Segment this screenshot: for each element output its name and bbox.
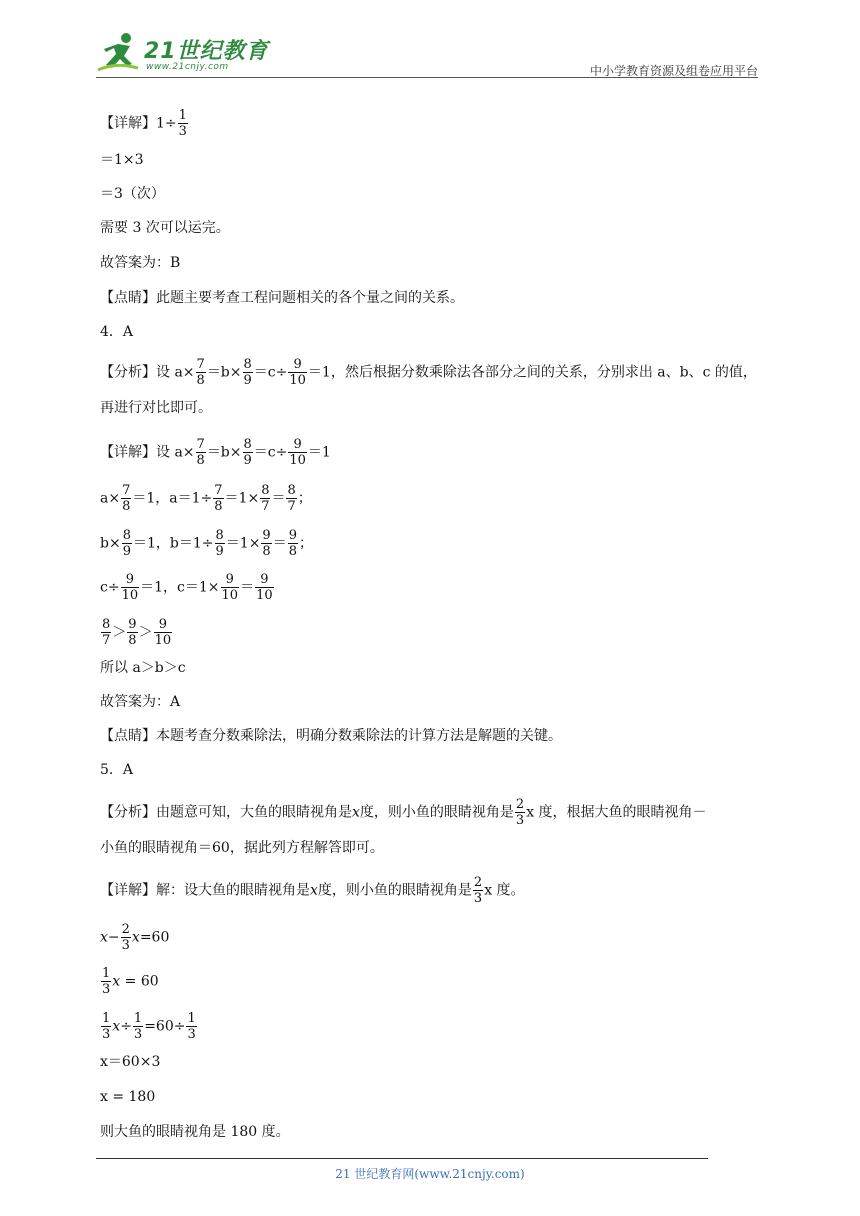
fraction-denominator: 8 bbox=[196, 453, 205, 468]
fraction-denominator: 8 bbox=[128, 633, 137, 648]
fraction-denominator: 3 bbox=[473, 891, 483, 906]
text-segment: ； bbox=[298, 535, 313, 552]
line-equation bbox=[100, 572, 275, 603]
line-comparison bbox=[100, 617, 173, 648]
line-equation: x＝60×3 bbox=[100, 1054, 161, 1070]
fraction bbox=[288, 528, 298, 559]
fraction bbox=[121, 922, 131, 953]
fraction-denominator: 9 bbox=[122, 544, 131, 559]
fraction-numerator: 9 bbox=[262, 528, 271, 543]
fraction bbox=[101, 1011, 111, 1042]
fraction bbox=[286, 483, 296, 514]
text-segment: ＞ bbox=[112, 624, 127, 641]
line-step: ＝1×3 bbox=[100, 152, 144, 168]
fraction-denominator: 8 bbox=[196, 373, 205, 388]
text-segment: x 度。 bbox=[484, 882, 525, 899]
text-segment: b× bbox=[100, 535, 121, 552]
fraction-numerator: 2 bbox=[473, 875, 483, 890]
fraction bbox=[288, 357, 307, 388]
text-segment: ＝c÷ bbox=[253, 444, 288, 461]
text-segment: ＝1，然后根据分数乘除法各部分之间的关系，分别求出 a、b、c 的值， bbox=[307, 364, 757, 381]
fraction-numerator: 1 bbox=[133, 1011, 143, 1026]
fraction bbox=[101, 617, 111, 648]
fraction bbox=[213, 483, 223, 514]
platform-title: 中小学教育资源及组卷应用平台 bbox=[589, 64, 758, 78]
fraction bbox=[196, 357, 206, 388]
fraction-numerator: 9 bbox=[288, 437, 307, 453]
variable-x: x bbox=[112, 1018, 121, 1035]
fraction-denominator: 9 bbox=[243, 453, 252, 468]
fraction-numerator: 1 bbox=[187, 1011, 196, 1026]
fraction-numerator: 7 bbox=[196, 437, 205, 452]
text-segment: ＝1，a＝1÷ bbox=[132, 490, 213, 507]
fraction-numerator: 1 bbox=[102, 1011, 111, 1026]
line-analysis-q5 bbox=[100, 797, 707, 828]
fraction-numerator: 9 bbox=[221, 572, 240, 588]
text-segment: =60 bbox=[139, 929, 170, 946]
fraction-denominator: 3 bbox=[515, 813, 525, 828]
line-detail-q5 bbox=[100, 875, 525, 906]
line-equation bbox=[100, 922, 169, 953]
line-equation bbox=[100, 966, 159, 997]
fraction-numerator: 7 bbox=[214, 483, 223, 498]
fraction-numerator: 9 bbox=[121, 572, 140, 588]
fraction-numerator: 1 bbox=[102, 966, 111, 981]
fraction bbox=[121, 572, 140, 603]
fraction-denominator: 3 bbox=[121, 938, 130, 953]
text-segment: 【详解】设 a× bbox=[100, 444, 195, 461]
fraction bbox=[121, 483, 131, 514]
fraction-denominator: 9 bbox=[243, 373, 252, 388]
fraction-denominator: 10 bbox=[121, 588, 139, 603]
fraction-numerator: 7 bbox=[122, 483, 131, 498]
fraction-numerator: 9 bbox=[288, 357, 307, 373]
fraction-denominator: 8 bbox=[288, 544, 297, 559]
line-equation bbox=[100, 528, 313, 559]
fraction-denominator: 10 bbox=[221, 588, 239, 603]
fraction bbox=[186, 1011, 196, 1042]
logo-url: www.21cnjy.com bbox=[146, 62, 229, 72]
text-segment: ； bbox=[297, 490, 312, 507]
variable-x: x bbox=[352, 804, 360, 821]
line-conclusion: 则大鱼的眼睛视角是 180 度。 bbox=[100, 1124, 290, 1140]
text-segment: ＝b× bbox=[206, 444, 242, 461]
fraction-numerator: 8 bbox=[243, 357, 252, 372]
fraction bbox=[101, 966, 111, 997]
text-segment: a× bbox=[100, 490, 121, 507]
text-segment: ＝1× bbox=[225, 535, 261, 552]
text-segment: x 度，根据大鱼的眼睛视角－ bbox=[526, 804, 707, 821]
line-detail-q4 bbox=[100, 437, 331, 468]
fraction-denominator: 9 bbox=[215, 544, 224, 559]
text-segment: 【详解】解：设大鱼的眼睛视角是 bbox=[100, 882, 310, 899]
fraction-denominator: 8 bbox=[122, 499, 131, 514]
text-segment: ＝c÷ bbox=[253, 364, 288, 381]
fraction-numerator: 8 bbox=[102, 617, 111, 632]
fraction bbox=[288, 437, 307, 468]
line-text: 再进行对比即可。 bbox=[100, 400, 212, 416]
fraction bbox=[196, 437, 206, 468]
variable-x: x bbox=[310, 882, 318, 899]
fraction-numerator: 1 bbox=[178, 108, 187, 123]
fraction bbox=[243, 437, 253, 468]
line-text: 所以 a＞b＞c bbox=[100, 660, 186, 676]
text-segment: 度，则小鱼的眼睛视角是 bbox=[317, 882, 472, 899]
site-logo[interactable] bbox=[96, 30, 276, 76]
variable-x: x bbox=[131, 929, 140, 946]
variable-x: x bbox=[112, 973, 121, 990]
fraction-numerator: 8 bbox=[287, 483, 296, 498]
text-segment: 【分析】由题意可知，大鱼的眼睛视角是 bbox=[100, 804, 352, 821]
fraction bbox=[127, 617, 137, 648]
fraction bbox=[261, 528, 271, 559]
fraction bbox=[255, 572, 274, 603]
line-note: 【点睛】本题考查分数乘除法，明确分数乘除法的计算方法是解题的关键。 bbox=[100, 728, 562, 744]
line-equation bbox=[100, 483, 312, 514]
line-answer: 故答案为：A bbox=[100, 694, 181, 710]
text-segment: ＝ bbox=[272, 535, 287, 552]
text-segment: ÷ bbox=[120, 1018, 132, 1035]
fraction-denominator: 10 bbox=[154, 633, 172, 648]
fraction bbox=[133, 1011, 143, 1042]
line-equation bbox=[100, 1011, 198, 1042]
footer-link[interactable]: 21 世纪教育网(www.21cnjy.com) bbox=[335, 1167, 525, 1181]
fraction-numerator: 8 bbox=[215, 528, 224, 543]
line-text: 小鱼的眼睛视角＝60，据此列方程解答即可。 bbox=[100, 840, 384, 856]
fraction-denominator: 3 bbox=[178, 124, 187, 139]
fraction-denominator: 8 bbox=[214, 499, 223, 514]
fraction-denominator: 8 bbox=[262, 544, 271, 559]
question-number: 4．A bbox=[100, 324, 134, 340]
text-segment: 1÷ bbox=[156, 115, 177, 132]
fraction-numerator: 9 bbox=[154, 617, 173, 633]
fraction-numerator: 2 bbox=[515, 797, 525, 812]
text-segment: ＝1，c＝1× bbox=[140, 579, 220, 596]
fraction-denominator: 10 bbox=[289, 373, 306, 388]
fraction-numerator: 8 bbox=[261, 483, 270, 498]
text-segment: ＞ bbox=[138, 624, 153, 641]
logo-text: 21世纪教育 bbox=[144, 39, 269, 64]
fraction-numerator: 9 bbox=[288, 528, 297, 543]
fraction-numerator: 9 bbox=[128, 617, 137, 632]
fraction bbox=[473, 875, 483, 906]
text-segment: c÷ bbox=[100, 579, 120, 596]
text-segment: =60÷ bbox=[144, 1018, 186, 1035]
text-segment: ＝1 bbox=[307, 444, 331, 461]
line-detail-q3 bbox=[100, 108, 189, 139]
line-answer: 故答案为：B bbox=[100, 255, 181, 271]
fraction-numerator: 2 bbox=[121, 922, 130, 937]
question-number: 5．A bbox=[100, 762, 134, 778]
text-segment: = 60 bbox=[120, 973, 159, 990]
fraction bbox=[122, 528, 132, 559]
fraction bbox=[215, 528, 225, 559]
text-segment: ＝ bbox=[240, 579, 255, 596]
fraction-denominator: 7 bbox=[261, 499, 270, 514]
line-note: 【点睛】此题主要考查工程问题相关的各个量之间的关系。 bbox=[100, 290, 464, 306]
line-text: 需要 3 次可以运完。 bbox=[100, 220, 230, 236]
fraction-denominator: 3 bbox=[187, 1027, 196, 1042]
fraction bbox=[154, 617, 173, 648]
page-header bbox=[96, 30, 758, 80]
fraction bbox=[515, 797, 525, 828]
text-segment: ＝1× bbox=[224, 490, 260, 507]
text-segment: 【分析】设 a× bbox=[100, 364, 195, 381]
text-segment: ＝ bbox=[271, 490, 286, 507]
text-segment: 度，则小鱼的眼睛视角是 bbox=[359, 804, 514, 821]
text-segment: 【详解】 bbox=[100, 115, 156, 132]
fraction bbox=[243, 357, 253, 388]
fraction-denominator: 10 bbox=[256, 588, 273, 603]
fraction-denominator: 3 bbox=[133, 1027, 143, 1042]
line-analysis-q4 bbox=[100, 357, 757, 388]
text-segment: − bbox=[107, 929, 120, 946]
variable-x: x bbox=[100, 929, 108, 946]
line-equation: x = 180 bbox=[100, 1089, 156, 1105]
header-divider bbox=[96, 77, 758, 78]
footer-divider bbox=[96, 1158, 708, 1159]
fraction-denominator: 7 bbox=[287, 499, 296, 514]
line-step: ＝3（次） bbox=[100, 186, 165, 202]
text-segment: ＝b× bbox=[206, 364, 242, 381]
fraction-denominator: 7 bbox=[102, 633, 111, 648]
fraction-denominator: 10 bbox=[289, 453, 306, 468]
fraction-numerator: 8 bbox=[243, 437, 252, 452]
text-segment: ＝1，b＝1÷ bbox=[132, 535, 214, 552]
fraction-numerator: 9 bbox=[255, 572, 274, 588]
fraction-numerator: 8 bbox=[122, 528, 131, 543]
fraction-denominator: 3 bbox=[102, 982, 111, 997]
fraction bbox=[178, 108, 188, 139]
fraction-denominator: 3 bbox=[102, 1027, 111, 1042]
fraction bbox=[260, 483, 270, 514]
fraction bbox=[221, 572, 240, 603]
fraction-numerator: 7 bbox=[196, 357, 205, 372]
running-figure-icon bbox=[96, 32, 142, 74]
